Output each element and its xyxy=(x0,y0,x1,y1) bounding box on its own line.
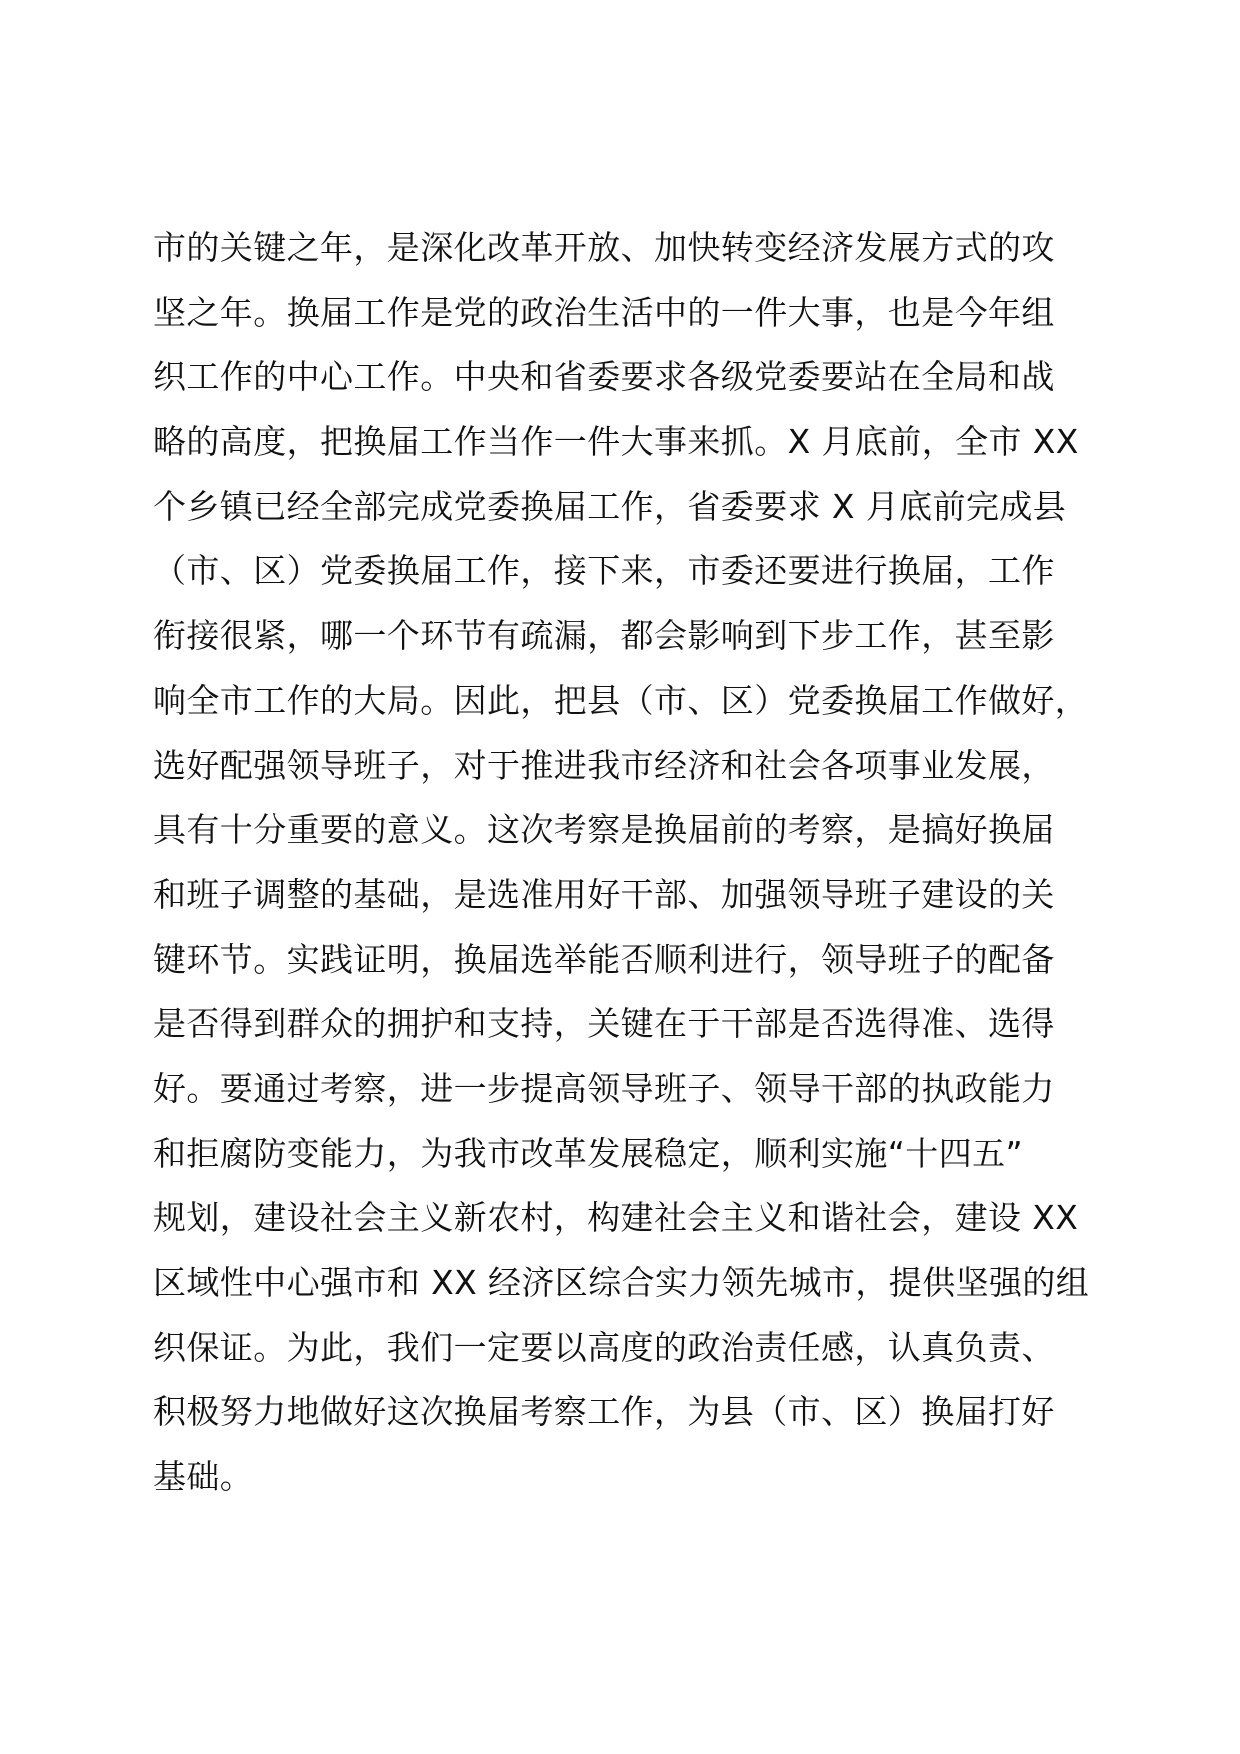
text-line-20: 基础。 xyxy=(153,1457,254,1497)
text-line-12: 键环节。实践证明，换届选举能否顺利进行，领导班子的配备 xyxy=(153,939,1055,979)
text-line-6: （市、区）党委换届工作，接下来，市委还要进行换届，工作 xyxy=(153,551,1055,591)
text-line-4: 略的高度，把换届工作当作一件大事来抓。X 月底前，全市 XX xyxy=(153,422,1079,462)
text-line-3: 织工作的中心工作。中央和省委要求各级党委要站在全局和战 xyxy=(153,357,1055,397)
text-line-7: 衔接很紧，哪一个环节有疏漏，都会影响到下步工作，甚至影 xyxy=(153,616,1055,656)
text-line-11: 和班子调整的基础，是选准用好干部、加强领导班子建设的关 xyxy=(153,874,1055,914)
text-line-17: 区域性中心强市和 XX 经济区综合实力领先城市，提供坚强的组 xyxy=(153,1263,1090,1302)
text-line-1: 市的关键之年，是深化改革开放、加快转变经济发展方式的攻 xyxy=(153,228,1055,267)
body-paragraph xyxy=(153,216,1113,1510)
text-line-9: 选好配强领导班子，对于推进我市经济和社会各项事业发展， xyxy=(153,745,1055,785)
text-line-2: 坚之年。换届工作是党的政治生活中的一件大事，也是今年组 xyxy=(153,292,1055,332)
text-line-19: 积极努力地做好这次换届考察工作，为县（市、区）换届打好 xyxy=(153,1392,1055,1432)
text-line-13: 是否得到群众的拥护和支持，关键在于干部是否选得准、选得 xyxy=(153,1004,1055,1044)
text-line-16: 规划，建设社会主义新农村，构建社会主义和谐社会，建设 XX xyxy=(153,1198,1079,1238)
text-line-15: 和拒腐防变能力，为我市改革发展稳定，顺利实施“十四五” xyxy=(153,1133,1023,1173)
text-line-10: 具有十分重要的意义。这次考察是换届前的考察，是搞好换届 xyxy=(153,810,1055,850)
text-line-18: 织保证。为此，我们一定要以高度的政治责任感，认真负责、 xyxy=(153,1327,1055,1367)
text-line-14: 好。要通过考察，进一步提高领导班子、领导干部的执政能力 xyxy=(153,1068,1055,1108)
text-line-8: 响全市工作的大局。因此，把县（市、区）党委换届工作做好， xyxy=(153,680,1089,720)
text-line-5: 个乡镇已经全部完成党委换届工作，省委要求 X 月底前完成县 xyxy=(153,486,1067,526)
